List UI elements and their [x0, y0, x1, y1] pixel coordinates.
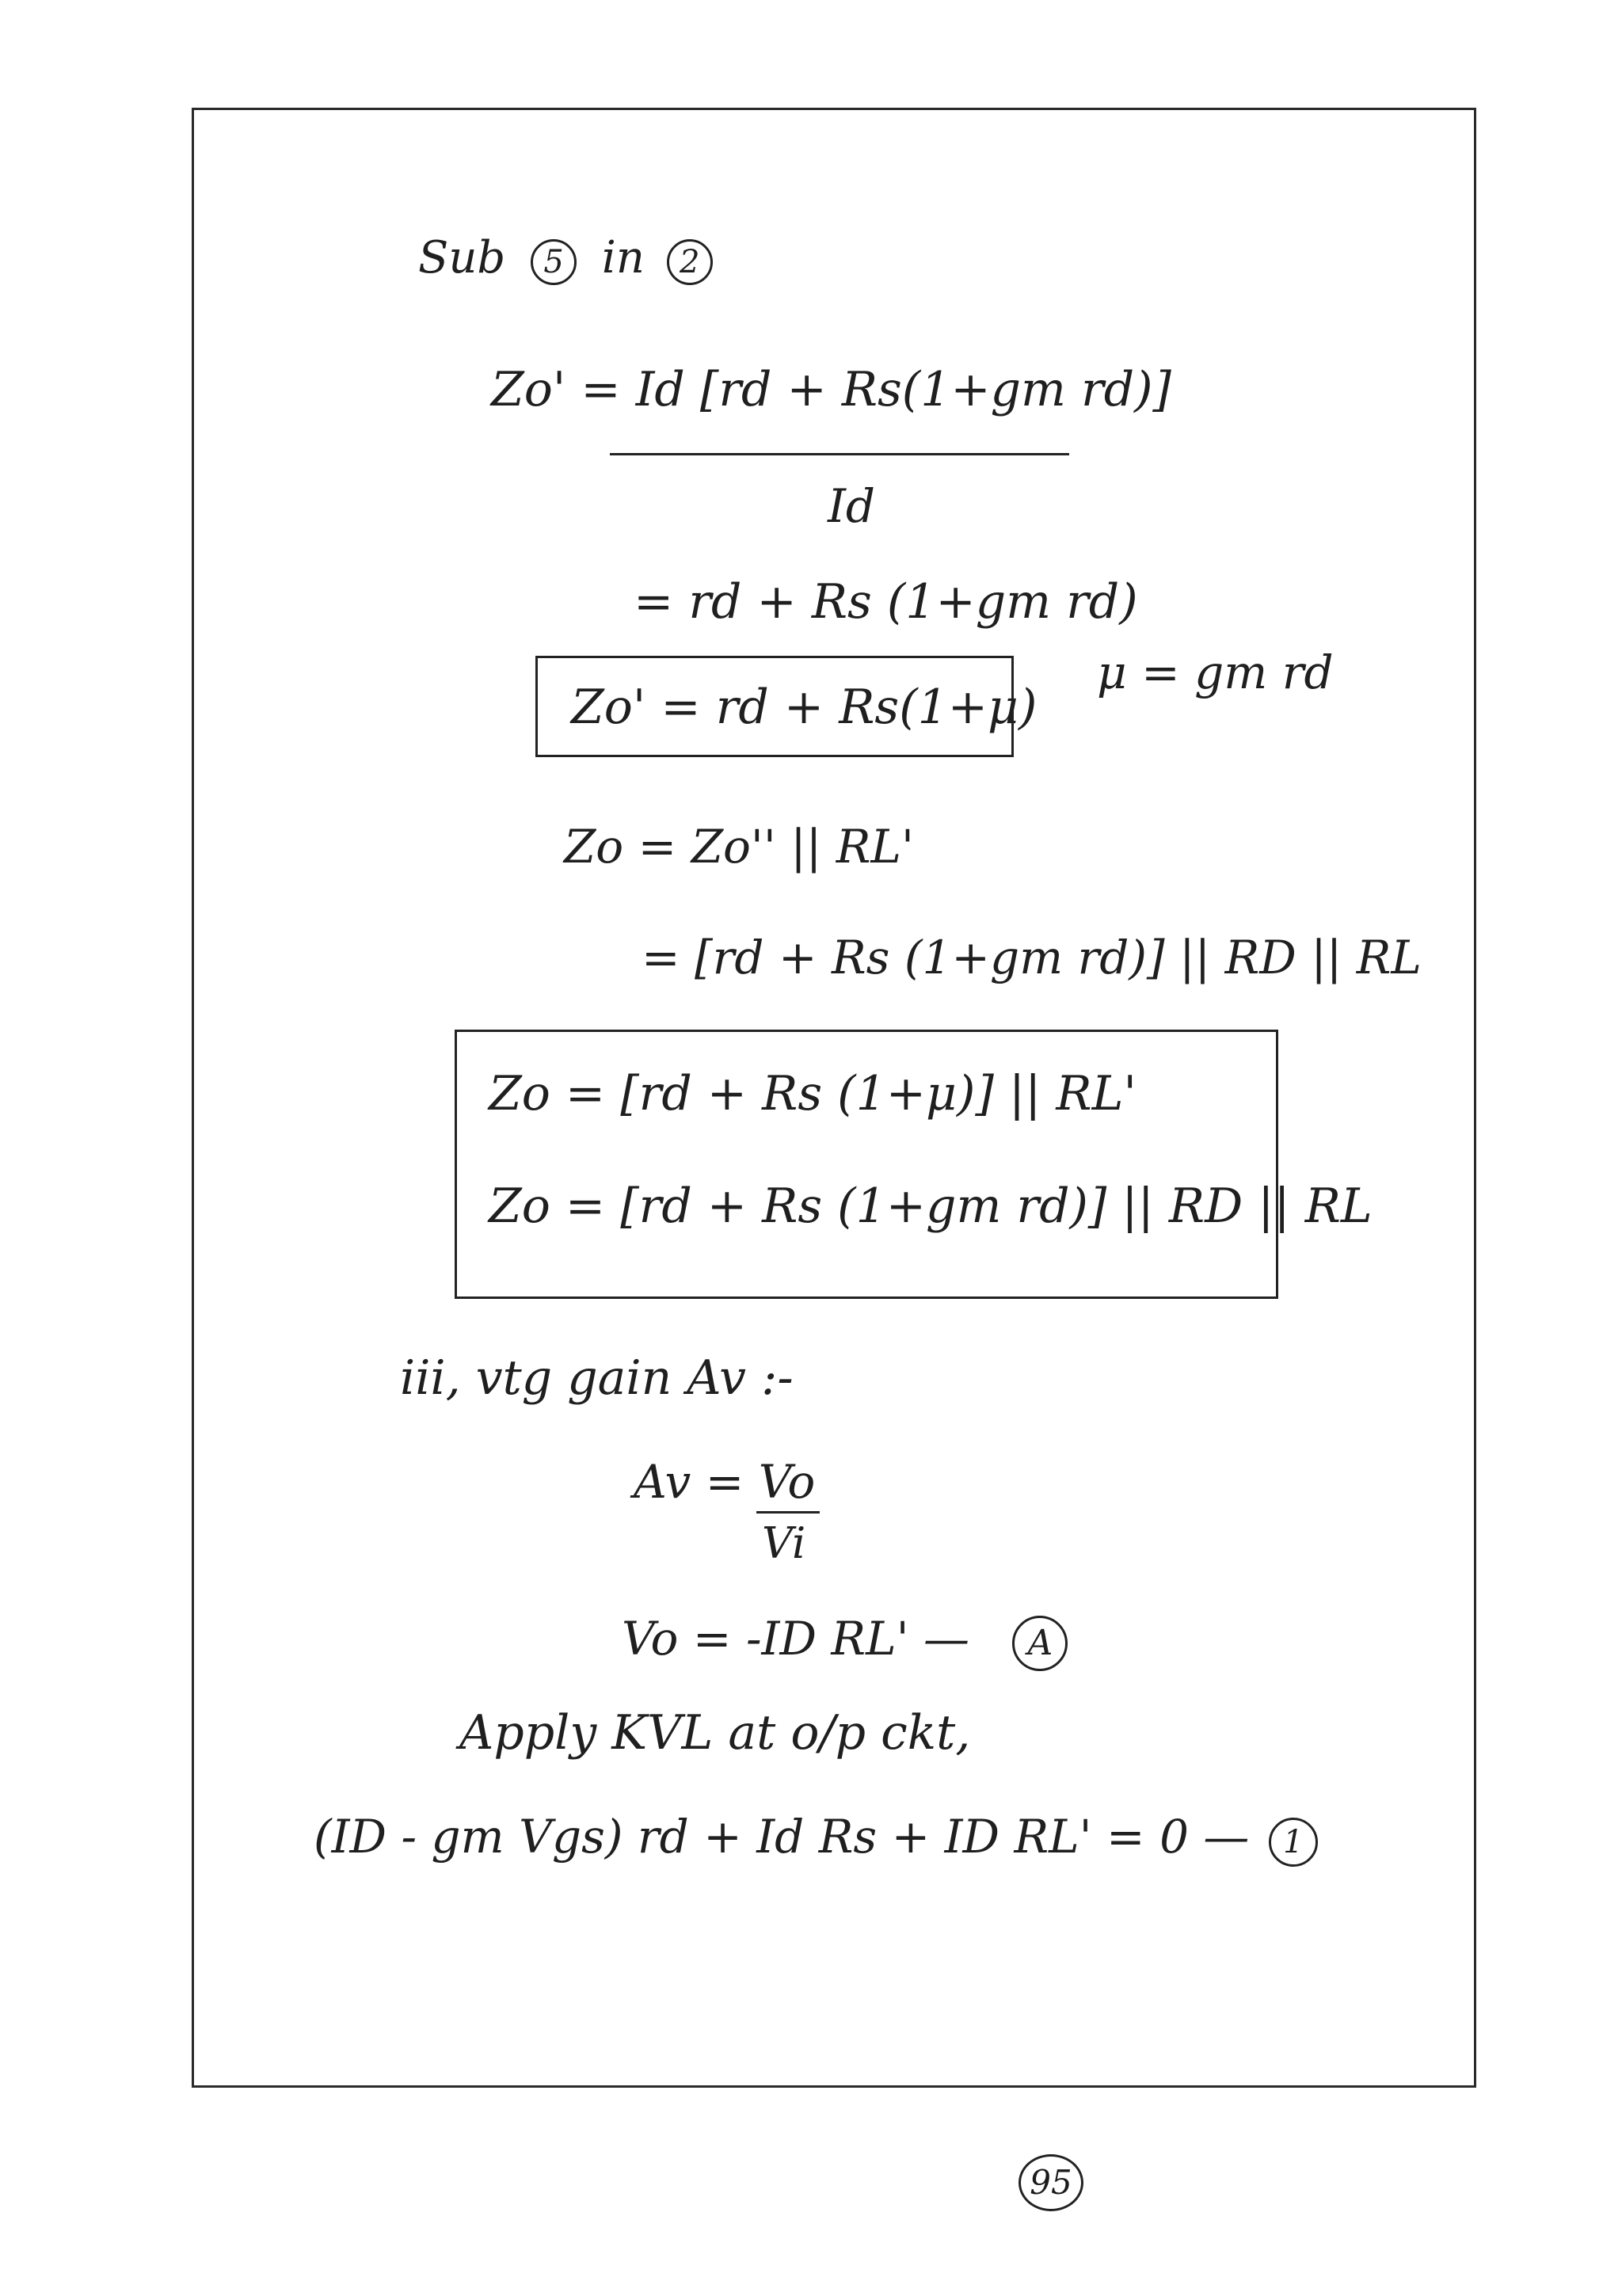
zo-prime-denominator: Id — [828, 479, 876, 533]
voltage-gain-heading: iii, vtg gain Av :- — [400, 1350, 794, 1406]
page-number: 95 — [1019, 2154, 1083, 2211]
kvl-equation: (ID - gm Vgs) rd + Id Rs + ID RL' = 0 — — [314, 1810, 1250, 1864]
equation-ref-5: 5 — [531, 239, 577, 285]
vo-equation-line — [622, 1612, 1068, 1671]
fraction-bar — [610, 453, 1069, 455]
av-numerator: Av = Vo — [634, 1455, 816, 1509]
sub-line — [418, 232, 713, 285]
av-fraction-bar — [756, 1511, 820, 1514]
equation-ref-1: 1 — [1269, 1818, 1318, 1867]
zo-parallel: Zo = Zo'' || RL' — [564, 820, 914, 874]
boxed-zo-line1: Zo = [rd + Rs (1+μ)] || RL' — [489, 1066, 1137, 1121]
boxed-zo-prime-text: Zo' = rd + Rs(1+μ) — [571, 680, 1038, 735]
zo-expanded: = [rd + Rs (1+gm rd)] || RD || RL — [642, 931, 1422, 984]
mu-definition: μ = gm rd — [1097, 645, 1334, 699]
zo-prime-numerator: Zo' = Id [rd + Rs(1+gm rd)] — [491, 362, 1171, 417]
equation-ref-a: A — [1012, 1616, 1068, 1671]
vo-equation: Vo = -ID RL' — — [622, 1612, 969, 1666]
kvl-equation-line — [314, 1810, 1318, 1867]
boxed-zo-line2: Zo = [rd + Rs (1+gm rd)] || RD || RL — [489, 1178, 1373, 1234]
sub-text: Sub — [418, 232, 506, 284]
zo-prime-simplified: = rd + Rs (1+gm rd) — [634, 574, 1138, 630]
av-denominator: Vi — [762, 1518, 806, 1568]
boxed-zo-prime — [535, 656, 1038, 757]
equation-ref-2: 2 — [667, 239, 713, 285]
apply-kvl: Apply KVL at o/p ckt, — [459, 1705, 971, 1761]
in-text: in — [601, 232, 645, 284]
boxed-zo-final — [455, 1030, 1373, 1299]
